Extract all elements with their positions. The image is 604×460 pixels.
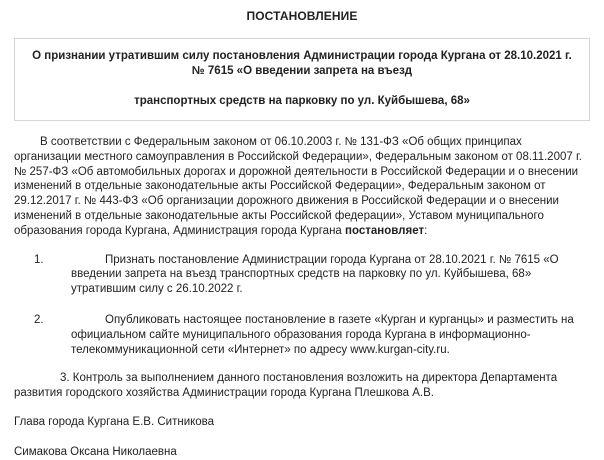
document-body	[14, 135, 590, 460]
list-item-3: 3. Контроль за выполнением данного постановления возложить на директора Департамента развития городского хозяйства Администрации города Кургана Плешкова А.В.	[14, 372, 558, 400]
document-heading: ПОСТАНОВЛЕНИЕ	[246, 9, 358, 23]
preamble-text: В соответствии с Федеральным законом от 06.10.2003 г. № 131-ФЗ «Об общих принципах организации местного самоуправления в Российской Федерации», Федеральным законом от 08.11.2007 г. № 257-ФЗ «Об автомобильных дорогах и дорожной деятельности в Российской Федерации и о внесении изменений в отдельные законодательные акты Российской Федерации», Федеральным законом от 29.12.2017 г. № 443-ФЗ «Об организации дорожного движения в Российской Федерации и о внесении изменений в отдельные законодательные акты Российской федерации», Уставом муниципального образования города Кургана, Администрация города Кургана	[14, 136, 582, 237]
author-line: Симакова Оксана Николаевна	[14, 445, 177, 458]
list-item	[14, 313, 590, 357]
list-item-text: Опубликовать настоящее постановление в газете «Курган и курганцы» и разместить на официальном сайте муниципального образования города Кургана в информационно-телекоммуникационной сети «Интернет» по адресу www.kurgan-city.ru.	[71, 313, 574, 356]
list-item-text: Признать постановление Администрации города Кургана от 28.10.2021 г. № 7615 «О введении запрета на въезд транспортных средств на парковку по ул. Куйбышева, 68» утратившим силу с 26.10.2022 г.	[71, 253, 559, 296]
document-title-line-3: транспортных средств на парковку по ул. Куйбышева, 68»	[134, 95, 470, 107]
list-item-number: 1.	[34, 253, 44, 266]
document-title-line-2: № 7615 «О введении запрета на въезд	[191, 65, 413, 77]
resolution-list	[14, 253, 590, 401]
preamble-bold-word: постановляет	[345, 224, 425, 237]
document-title-box	[14, 38, 590, 121]
preamble-colon: :	[424, 224, 428, 237]
signature-line: Глава города Кургана Е.В. Ситникова	[14, 415, 215, 428]
document-title-line-1: О признании утратившим силу постановления Администрации города Кургана от 28.10.2021 г.	[32, 50, 572, 62]
list-item	[14, 253, 590, 297]
title-gap	[21, 79, 583, 94]
list-item-number: 2.	[34, 313, 44, 326]
preamble-paragraph	[14, 135, 590, 239]
